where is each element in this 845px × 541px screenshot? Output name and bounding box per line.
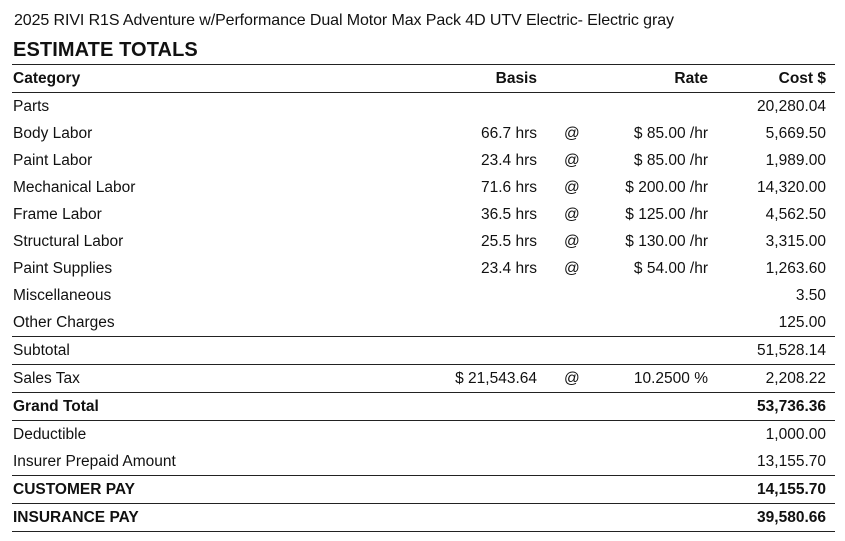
rate-cell: $ 200.00 /hr <box>625 179 708 196</box>
row-frame-labor <box>12 201 835 228</box>
category-cell: Miscellaneous <box>13 287 112 304</box>
estimate-totals-table <box>12 64 835 532</box>
row-customer-pay <box>12 475 835 504</box>
category-cell: Paint Supplies <box>13 260 113 277</box>
basis-cell: 23.4 hrs <box>480 152 537 169</box>
rate-cell: 10.2500 % <box>633 370 708 387</box>
row-insurer-prepaid-amount <box>12 448 835 475</box>
cost-cell: 1,000.00 <box>765 426 826 443</box>
category-cell: Sales Tax <box>13 370 80 387</box>
cost-cell: 13,155.70 <box>757 453 826 470</box>
basis-cell: 23.4 hrs <box>480 260 537 277</box>
table-header-row <box>12 65 835 93</box>
category-cell: CUSTOMER PAY <box>13 481 136 498</box>
row-mechanical-labor <box>12 174 835 201</box>
row-sales-tax <box>12 364 835 392</box>
rate-cell: $ 125.00 /hr <box>625 206 708 223</box>
basis-cell: $ 21,543.64 <box>455 370 537 387</box>
row-deductible <box>12 421 835 448</box>
category-cell: Body Labor <box>13 125 93 142</box>
row-parts <box>12 93 835 120</box>
category-cell: Other Charges <box>13 314 115 331</box>
category-cell: Deductible <box>13 426 87 443</box>
row-paint-supplies <box>12 255 835 282</box>
category-cell: Subtotal <box>13 342 70 359</box>
basis-cell: 66.7 hrs <box>480 125 537 142</box>
row-body-labor <box>12 120 835 147</box>
basis-cell: 25.5 hrs <box>480 233 537 250</box>
category-cell: Insurer Prepaid Amount <box>13 453 176 470</box>
rate-cell: $ 85.00 /hr <box>633 152 708 169</box>
cost-cell: 125.00 <box>778 314 826 331</box>
at-sign: @ <box>564 260 580 277</box>
at-sign: @ <box>564 233 580 250</box>
at-sign: @ <box>564 206 580 223</box>
basis-cell: 36.5 hrs <box>480 206 537 223</box>
at-sign: @ <box>564 152 580 169</box>
column-header-rate: Rate <box>674 70 708 87</box>
category-cell: Mechanical Labor <box>13 179 136 196</box>
category-cell: Paint Labor <box>13 152 93 169</box>
category-cell: Parts <box>13 98 50 115</box>
column-header-category: Category <box>13 70 81 87</box>
category-cell: Structural Labor <box>13 233 124 250</box>
category-cell: Grand Total <box>13 398 99 415</box>
cost-cell: 3.50 <box>795 287 826 304</box>
rate-cell: $ 130.00 /hr <box>625 233 708 250</box>
cost-cell: 5,669.50 <box>765 125 826 142</box>
at-sign: @ <box>564 370 580 387</box>
category-cell: INSURANCE PAY <box>13 509 139 526</box>
row-grand-total <box>12 392 835 421</box>
row-paint-labor <box>12 147 835 174</box>
row-structural-labor <box>12 228 835 255</box>
rate-cell: $ 85.00 /hr <box>633 125 708 142</box>
cost-cell: 14,320.00 <box>757 179 826 196</box>
row-miscellaneous <box>12 282 835 309</box>
cost-cell: 39,580.66 <box>757 509 826 526</box>
at-sign: @ <box>564 179 580 196</box>
cost-cell: 3,315.00 <box>765 233 826 250</box>
cost-cell: 53,736.36 <box>757 398 826 415</box>
basis-cell: 71.6 hrs <box>480 179 537 196</box>
at-sign: @ <box>564 125 580 142</box>
rate-cell: $ 54.00 /hr <box>633 260 708 277</box>
column-header-basis: Basis <box>495 70 537 87</box>
cost-cell: 4,562.50 <box>765 206 826 223</box>
category-cell: Frame Labor <box>13 206 102 223</box>
cost-cell: 20,280.04 <box>757 98 826 115</box>
cost-cell: 2,208.22 <box>765 370 826 387</box>
vehicle-title: 2025 RIVI R1S Adventure w/Performance Dual Motor Max Pack 4D UTV Electric- Electric gray <box>14 12 674 29</box>
cost-cell: 1,989.00 <box>765 152 826 169</box>
cost-cell: 1,263.60 <box>765 260 826 277</box>
cost-cell: 14,155.70 <box>757 481 826 498</box>
cost-cell: 51,528.14 <box>757 342 826 359</box>
row-other-charges <box>12 309 835 336</box>
row-subtotal <box>12 336 835 364</box>
column-header-cost: Cost $ <box>778 70 826 87</box>
row-insurance-pay <box>12 504 835 532</box>
section-title: ESTIMATE TOTALS <box>13 39 198 61</box>
